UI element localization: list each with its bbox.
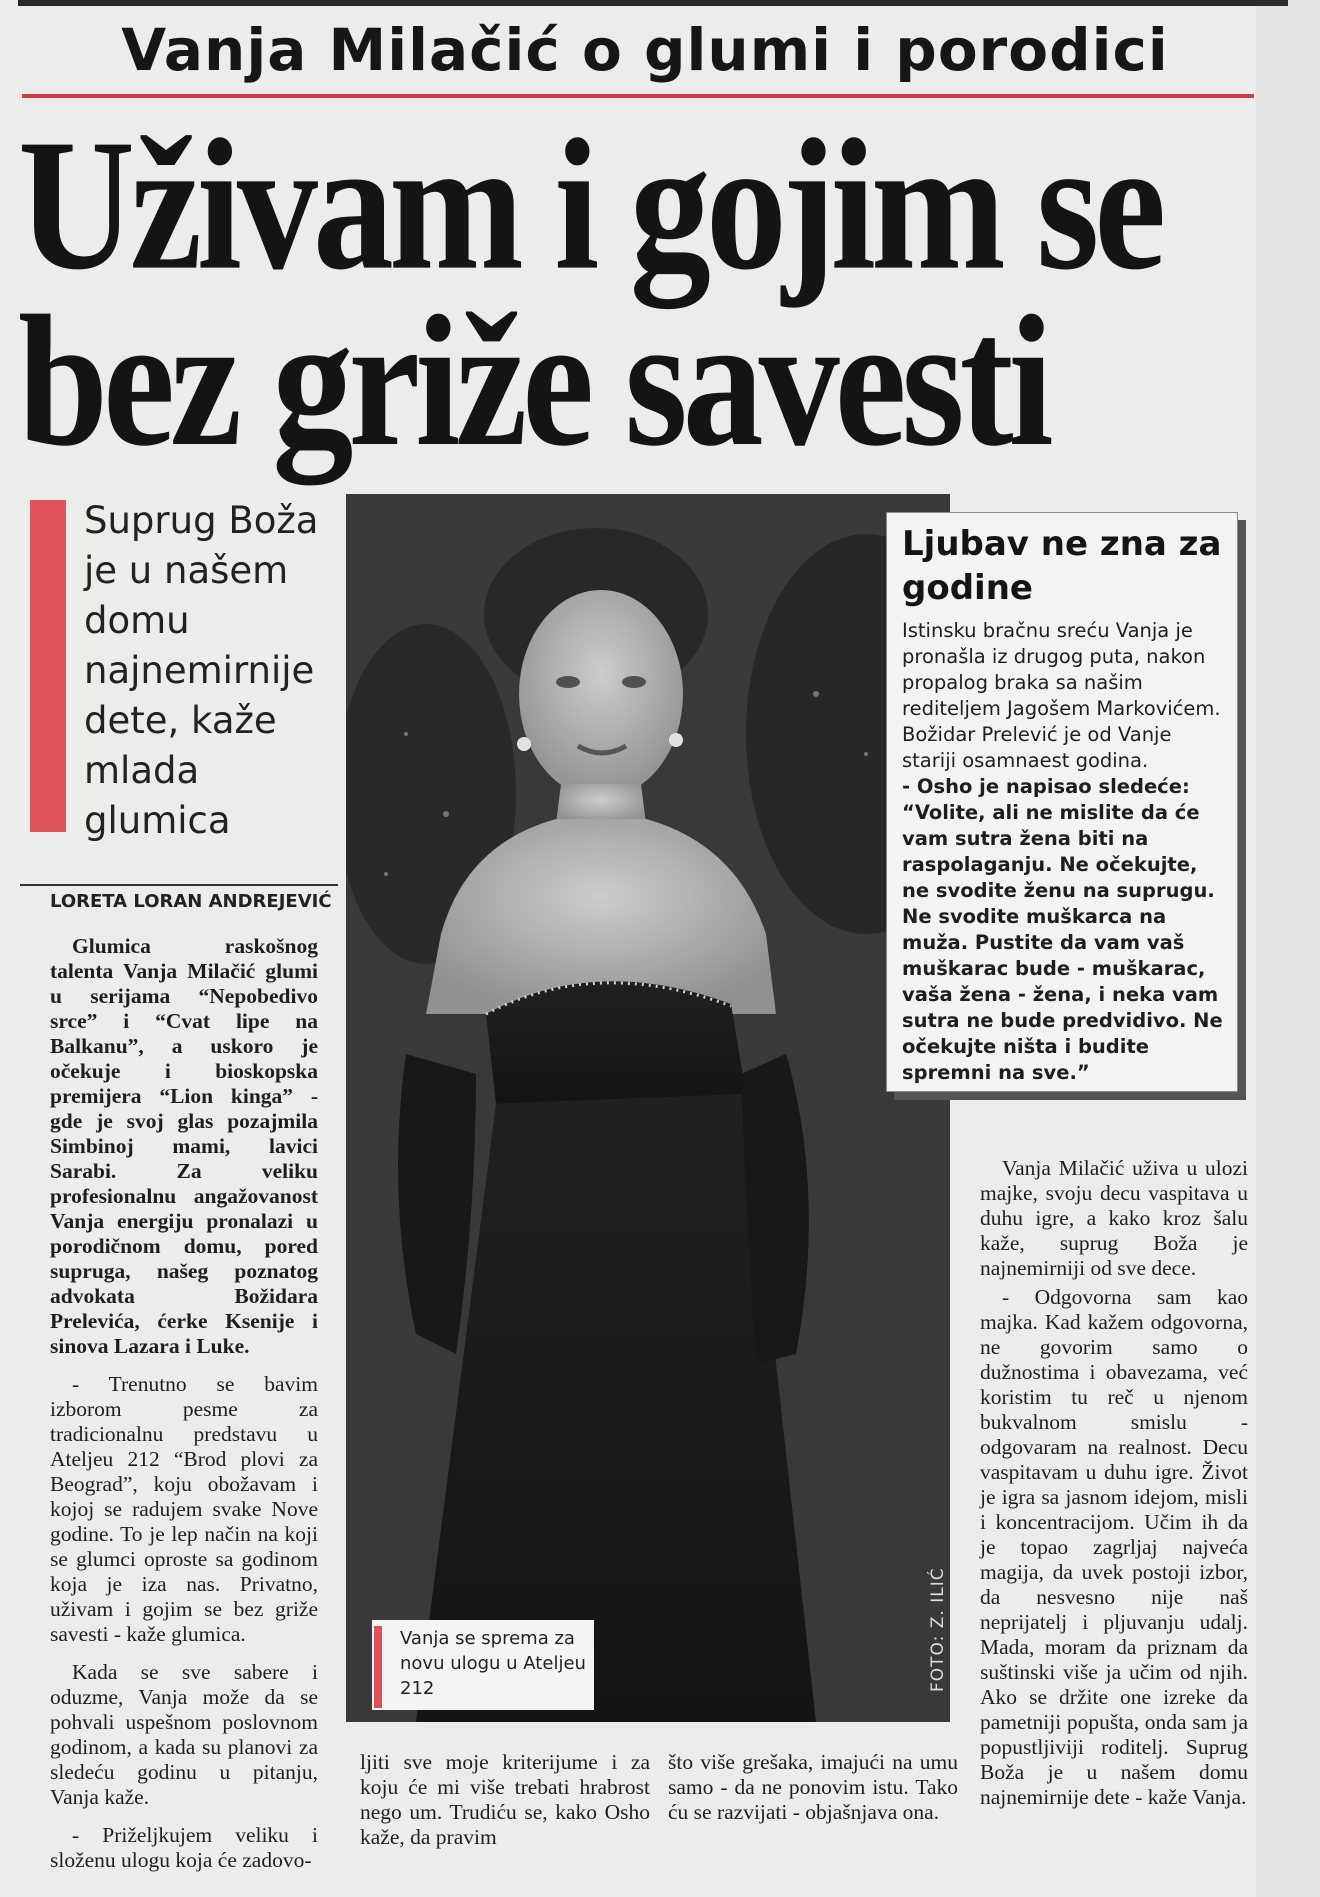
kicker-underline: [22, 94, 1254, 98]
column-3-tail: što više grešaka, imajući na umu samo - da ne ponovim istu. Tako ću se razvijati - objašnjava ona.: [668, 1750, 958, 1824]
headline: [18, 101, 1298, 486]
column-4: [980, 1156, 1248, 1810]
sidebar-body: [902, 618, 1224, 1086]
body-paragraph: Kada se sve sabere i oduzme, Vanja može da se pohvali uspešnom poslovnom godinom, a kada su planovi za sledeću godinu u pitanju, Vanja kaže.: [50, 1660, 318, 1809]
body-paragraph: - Trenutno se bavim izborom pesme za tradicionalnu predstavu u Ateljeu 212 “Brod plovi za Beograd”, koju obožavam i kojoj se radujem svake Nove godine. To je lep način na koji se glumci oproste sa godinom koja je iza nas. Privatno, uživam i gojim se bez griže savesti - kaže glumica.: [50, 1372, 318, 1646]
headline-line-1: Uživam i gojim se: [18, 101, 1162, 310]
deck-accent-bar: [30, 500, 66, 832]
byline: LORETA LORAN ANDREJEVIĆ: [50, 891, 332, 912]
sidebar-quote: - Osho je napisao sledeće: “Volite, ali ne mislite da će vam sutra žena biti na raspolaganju. Ne očekujte, ne svodite ženu na suprugu. Ne svodite muškarca na muža. Pustite da vam vaš muškarac bude - muškarac, vaša žena - žena, i neka vam sutra ne bude predvidivo. Ne očekujte ništa i budite spremni na sve.”: [902, 775, 1223, 1084]
column-1: [50, 934, 318, 1873]
sidebar-title: Ljubav ne zna za godine: [902, 524, 1222, 608]
lead-paragraph: Glumica raskošnog talenta Vanja Milačić glumi u serijama “Nepobedivo srce” i “Cvat lipe na Balkanu”, a uskoro je očekuje i bioskopska premijera “Lion kinga” - gde je svoj glas pozajmila Simbinoj mami, lavici Sarabi. Za veliku profesionalnu angažovanost Vanja energiju pronalazi u porodičnom domu, pored supruga, našeg poznatog advokata Božidara Prelevića, ćerke Ksenije i sinova Lazara i Luke.: [50, 934, 318, 1358]
deck-subtitle: Suprug Boža je u našem domu najnemirnije dete, kaže mlada glumica: [84, 499, 319, 842]
photo-credit: FOTO: Z. ILIĆ: [928, 1567, 948, 1692]
column-2-tail: ljiti sve moje kriterijume i za koju će mi više trebati hrabrost nego um. Trudiću se, kako Osho kaže, da pravim: [360, 1750, 650, 1849]
photo-illustration: [346, 494, 950, 1722]
body-paragraph: - Priželjkujem veliku i složenu ulogu koja će zadovo-: [50, 1823, 318, 1872]
kicker-title: Vanja Milačić o glumi i porodici: [121, 16, 1169, 84]
article-photo: [346, 494, 950, 1722]
photo-caption: Vanja se sprema za novu ulogu u Ateljeu 212: [400, 1628, 586, 1699]
headline-line-2: bez griže savesti: [18, 278, 1049, 486]
sidebar-paragraph: Istinsku bračnu sreću Vanja je pronašla iz drugog puta, nakon propalog braka sa našim rediteljem Jagošem Markovićem. Božidar Prelević je od Vanje stariji osamnaest godina.: [902, 619, 1221, 772]
caption-accent-bar: [374, 1626, 382, 1708]
top-rule: [18, 0, 1288, 6]
body-paragraph: - Odgovorna sam kao majka. Kad kažem odgovorna, ne govorim samo o dužnostima i obavezama, već koristim tu reč u njenom bukvalnom smislu - odgovaram na realnost. Decu vaspitavam u duhu igre. Život je igra sa jasnom idejom, misli i koncentracijom. Učim ih da je topao zagrljaj najveća magija, da uvek postoji izbor, da nesvesno nije naš neprijatelj i pljuvanju udalj. Mada, moram da priznam da suštinski više ja učim od njih. Ako se držite one izreke da pametniji popušta, onda sam ja popustljiviji roditelj. Suprug Boža je u našem domu najnemirnije dete - kaže Vanja.: [980, 1285, 1248, 1809]
body-paragraph: Vanja Milačić uživa u ulozi majke, svoju decu vaspitava u duhu igre, a kako kroz šalu kaže, suprug Boža je najnemirniji od sve dece.: [980, 1156, 1248, 1280]
